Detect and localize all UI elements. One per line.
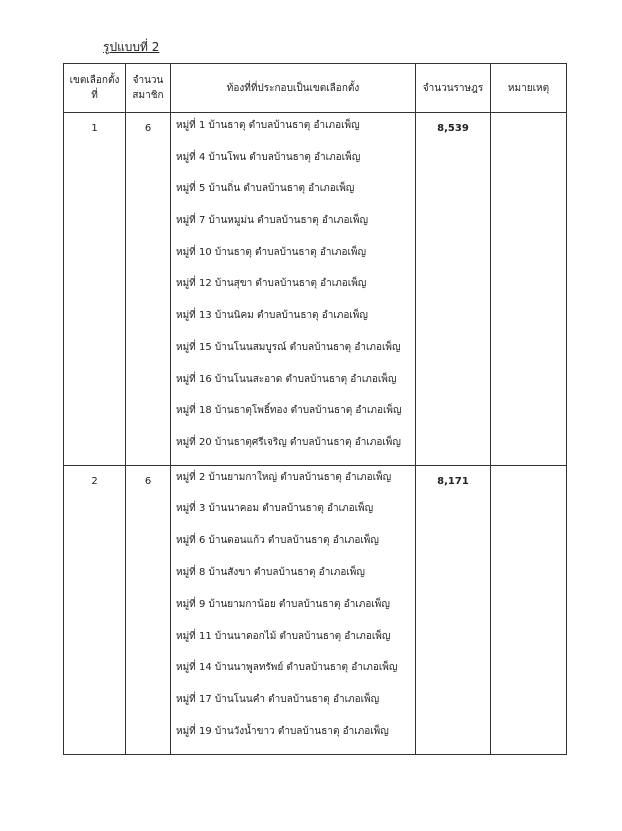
table-row bbox=[64, 113, 567, 466]
list-item: หมู่ที่ 19 บ้านวังน้ำขาว ตำบลบ้านธาตุ อำเภอเพ็ญ bbox=[176, 725, 389, 737]
list-item: หมู่ที่ 13 บ้านนิคม ตำบลบ้านธาตุ อำเภอเพ็ญ bbox=[176, 310, 368, 322]
list-item: หมู่ที่ 1 บ้านธาตุ ตำบลบ้านธาตุ อำเภอเพ็ญ bbox=[176, 120, 360, 131]
list-item: หมู่ที่ 17 บ้านโนนคำ ตำบลบ้านธาตุ อำเภอเพ็ญ bbox=[176, 694, 380, 706]
member-count: 6 bbox=[126, 113, 171, 466]
list-item: หมู่ที่ 4 บ้านโพน ตำบลบ้านธาตุ อำเภอเพ็ญ bbox=[176, 151, 361, 163]
list-item: หมู่ที่ 18 บ้านธาตุโพธิ์ทอง ตำบลบ้านธาตุ อำเภอเพ็ญ bbox=[176, 405, 402, 417]
table-row bbox=[64, 465, 567, 754]
list-item: หมู่ที่ 5 บ้านถิ่น ตำบลบ้านธาตุ อำเภอเพ็ญ bbox=[176, 183, 355, 195]
zone-number: 2 bbox=[64, 465, 126, 754]
list-item: หมู่ที่ 6 บ้านดอนแก้ว ตำบลบ้านธาตุ อำเภอเพ็ญ bbox=[176, 535, 379, 547]
list-item: หมู่ที่ 12 บ้านสุขา ตำบลบ้านธาตุ อำเภอเพ็ญ bbox=[176, 278, 367, 290]
list-item: หมู่ที่ 3 บ้านนาคอม ตำบลบ้านธาตุ อำเภอเพ็ญ bbox=[176, 503, 374, 515]
list-item: หมู่ที่ 10 บ้านธาตุ ตำบลบ้านธาตุ อำเภอเพ็ญ bbox=[176, 246, 366, 258]
list-item: หมู่ที่ 20 บ้านธาตุศรีเจริญ ตำบลบ้านธาตุ อำเภอเพ็ญ bbox=[176, 436, 401, 448]
list-item: หมู่ที่ 7 บ้านหมูม่น ตำบลบ้านธาตุ อำเภอเพ็ญ bbox=[176, 215, 369, 227]
zone-number: 1 bbox=[64, 113, 126, 466]
population-count: 8,171 bbox=[416, 465, 491, 754]
area-list bbox=[171, 113, 416, 466]
header-remarks: หมายเหตุ bbox=[491, 64, 567, 113]
area-list bbox=[171, 465, 416, 754]
list-item: หมู่ที่ 15 บ้านโนนสมบูรณ์ ตำบลบ้านธาตุ อำเภอเพ็ญ bbox=[176, 341, 401, 353]
list-item: หมู่ที่ 16 บ้านโนนสะอาด ตำบลบ้านธาตุ อำเภอเพ็ญ bbox=[176, 373, 397, 385]
list-item: หมู่ที่ 2 บ้านยามกาใหญ่ ตำบลบ้านธาตุ อำเภอเพ็ญ bbox=[176, 471, 392, 483]
electoral-zones-table bbox=[63, 63, 567, 755]
list-item: หมู่ที่ 14 บ้านนาพูลทรัพย์ ตำบลบ้านธาตุ อำเภอเพ็ญ bbox=[176, 662, 398, 674]
remarks-cell bbox=[491, 113, 567, 466]
list-item: หมู่ที่ 9 บ้านยามกาน้อย ตำบลบ้านธาตุ อำเภอเพ็ญ bbox=[176, 598, 390, 610]
header-population: จำนวนราษฎร bbox=[416, 64, 491, 113]
table-header-row bbox=[64, 64, 567, 113]
document-title: รูปแบบที่ 2 bbox=[103, 40, 160, 54]
remarks-cell bbox=[491, 465, 567, 754]
header-zone: เขตเลือกตั้ง ที่ bbox=[64, 64, 126, 113]
list-item: หมู่ที่ 11 บ้านนาดอกไม้ ตำบลบ้านธาตุ อำเภอเพ็ญ bbox=[176, 630, 391, 642]
header-areas: ท้องที่ที่ประกอบเป็นเขตเลือกตั้ง bbox=[171, 64, 416, 113]
member-count: 6 bbox=[126, 465, 171, 754]
population-count: 8,539 bbox=[416, 113, 491, 466]
list-item: หมู่ที่ 8 บ้านสังขา ตำบลบ้านธาตุ อำเภอเพ็ญ bbox=[176, 566, 365, 578]
header-members: จำนวน สมาชิก bbox=[126, 64, 171, 113]
